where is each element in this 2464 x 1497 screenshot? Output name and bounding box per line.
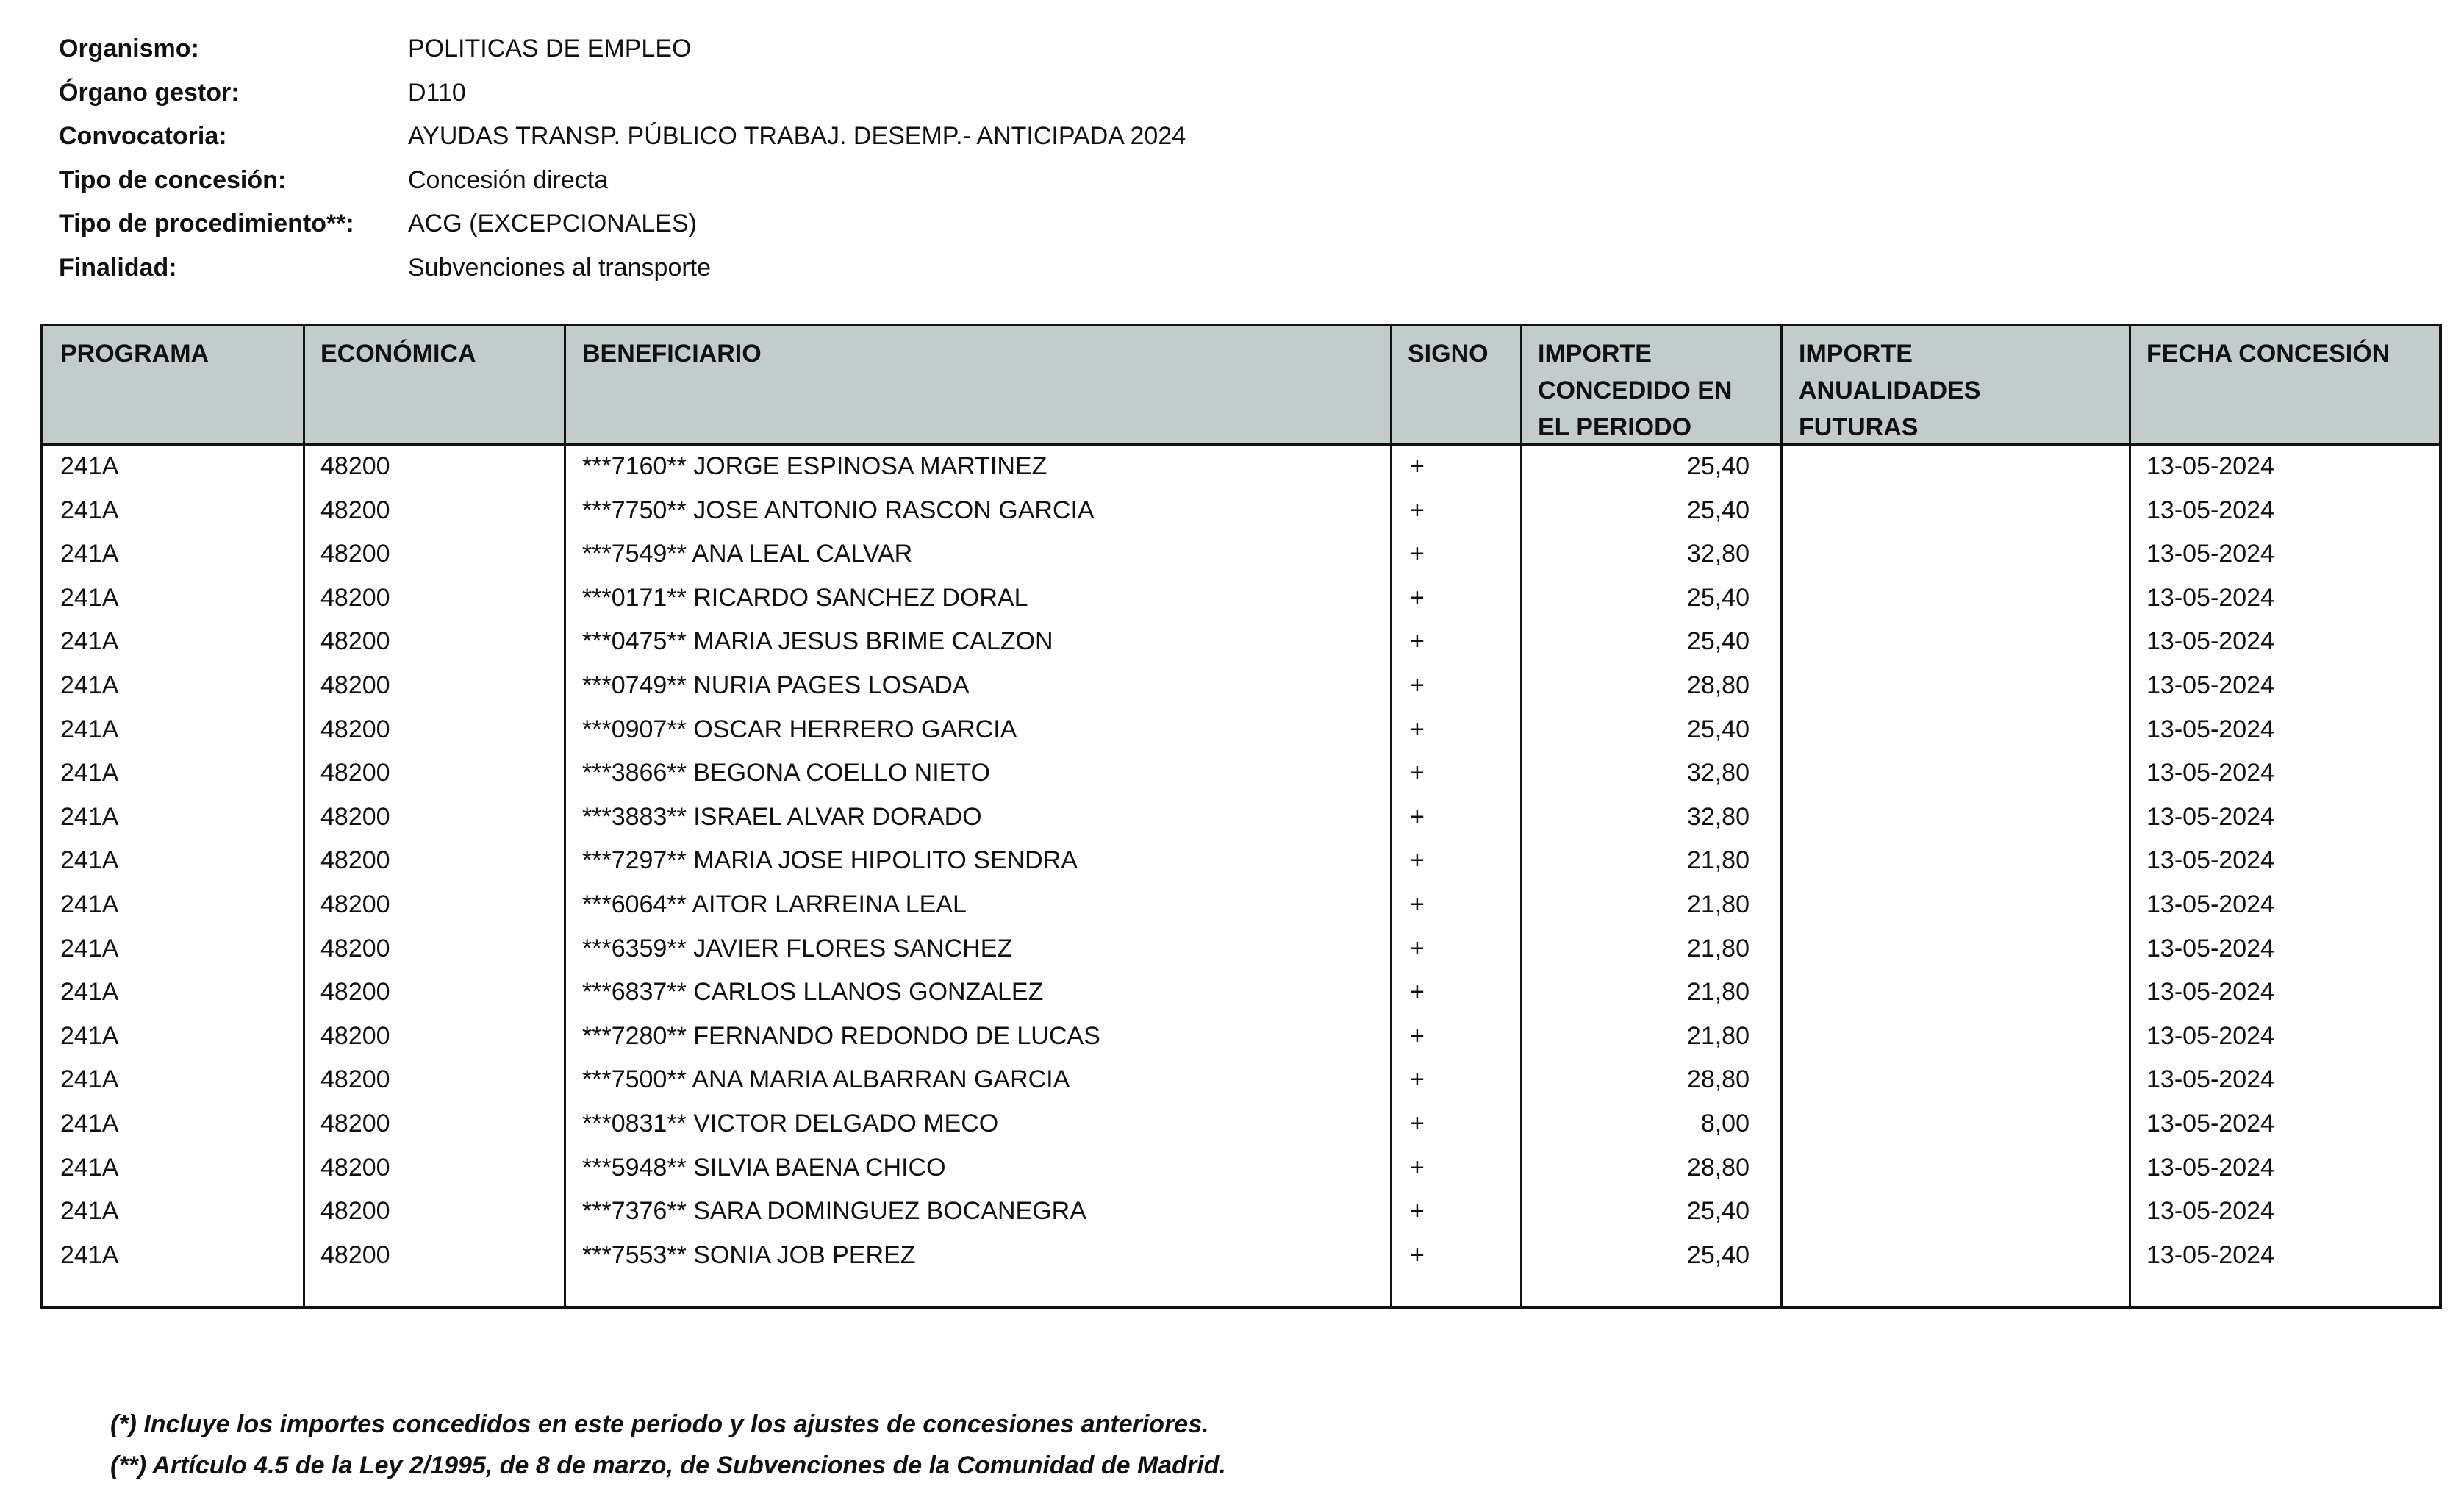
cell-economica: 48200 [320,1109,390,1137]
footnote-ley: (**) Artículo 4.5 de la Ley 2/1995, de 8 de marzo, de Subvenciones de la Comunidad de Madrid. [110,1451,1226,1479]
cell-signo: + [1410,1021,1425,1050]
cell-economica: 48200 [320,1153,390,1182]
cell-economica: 48200 [320,540,390,568]
column-header-fecha-concesion: FECHA CONCESIÓN [2146,340,2390,368]
cell-fecha-concesion: 13-05-2024 [2146,846,2274,875]
cell-fecha-concesion: 13-05-2024 [2146,583,2274,612]
column-header-economica: ECONÓMICA [320,340,476,368]
cell-programa: 241A [60,934,119,962]
cell-importe-concedido: 28,80 [1686,1065,1749,1094]
cell-economica: 48200 [320,978,390,1007]
cell-signo: + [1410,1197,1425,1226]
cell-signo: + [1410,627,1425,656]
meta-value: ACG (EXCEPCIONALES) [408,210,697,238]
cell-signo: + [1410,540,1425,568]
meta-value: POLITICAS DE EMPLEO [408,35,692,62]
cell-importe-concedido: 25,40 [1686,452,1749,480]
table-row [43,579,2439,623]
cell-signo: + [1410,890,1425,918]
cell-fecha-concesion: 13-05-2024 [2146,978,2274,1007]
cell-importe-concedido: 25,40 [1686,1197,1749,1226]
column-header-importe-concedido: IMPORTE CONCEDIDO EN EL PERIODO [1538,340,1733,441]
cell-signo: + [1410,583,1425,612]
column-header-beneficiario: BENEFICIARIO [582,340,762,368]
table-row [43,1236,2439,1280]
cell-fecha-concesion: 13-05-2024 [2146,1240,2274,1269]
cell-importe-concedido: 25,40 [1686,496,1749,524]
cell-importe-concedido: 21,80 [1686,846,1749,875]
cell-fecha-concesion: 13-05-2024 [2146,540,2274,568]
cell-fecha-concesion: 13-05-2024 [2146,715,2274,743]
cell-programa: 241A [60,1109,119,1137]
table-row [43,622,2439,666]
cell-signo: + [1410,1240,1425,1269]
cell-beneficiario: ***0907** OSCAR HERRERO GARCIA [582,715,1017,743]
cell-economica: 48200 [320,934,390,962]
cell-economica: 48200 [320,802,390,831]
cell-fecha-concesion: 13-05-2024 [2146,890,2274,918]
cell-fecha-concesion: 13-05-2024 [2146,1109,2274,1137]
cell-programa: 241A [60,1153,119,1182]
cell-importe-concedido: 21,80 [1686,890,1749,918]
cell-signo: + [1410,715,1425,743]
cell-economica: 48200 [320,1197,390,1226]
table-row [43,491,2439,535]
column-header-signo: SIGNO [1408,340,1489,368]
cell-economica: 48200 [320,583,390,612]
table-row [43,447,2439,491]
cell-programa: 241A [60,1197,119,1226]
cell-beneficiario: ***0171** RICARDO SANCHEZ DORAL [582,583,1028,612]
table-row [43,885,2439,929]
cell-importe-concedido: 28,80 [1686,671,1749,699]
footnote-importes: (*) Incluye los importes concedidos en este periodo y los ajustes de concesiones anteriores. [110,1410,1209,1438]
meta-value: Subvenciones al transporte [408,253,712,282]
cell-importe-concedido: 21,80 [1686,978,1749,1007]
cell-programa: 241A [60,496,119,524]
cell-importe-concedido: 25,40 [1686,715,1749,743]
cell-economica: 48200 [320,1240,390,1269]
cell-importe-concedido: 8,00 [1700,1109,1749,1137]
cell-beneficiario: ***7297** MARIA JOSE HIPOLITO SENDRA [582,846,1078,875]
table-row [43,1017,2439,1061]
table-row [43,973,2439,1017]
cell-importe-concedido: 32,80 [1686,802,1749,831]
cell-programa: 241A [60,671,119,699]
cell-programa: 241A [60,846,119,875]
meta-label: Tipo de procedimiento**: [59,210,354,238]
table-row [43,1148,2439,1193]
column-header-importe-anualidades: IMPORTE ANUALIDADES FUTURAS [1799,340,1981,441]
cell-fecha-concesion: 13-05-2024 [2146,671,2274,699]
cell-signo: + [1410,671,1425,699]
cell-economica: 48200 [320,759,390,787]
cell-signo: + [1410,452,1425,480]
cell-importe-concedido: 32,80 [1686,759,1749,787]
cell-signo: + [1410,802,1425,831]
cell-economica: 48200 [320,627,390,656]
cell-fecha-concesion: 13-05-2024 [2146,627,2274,656]
table-row [43,710,2439,754]
cell-programa: 241A [60,452,119,480]
table-row [43,666,2439,710]
cell-beneficiario: ***5948** SILVIA BAENA CHICO [582,1153,946,1182]
cell-importe-concedido: 21,80 [1686,934,1749,962]
cell-economica: 48200 [320,1021,390,1050]
cell-programa: 241A [60,890,119,918]
cell-beneficiario: ***7500** ANA MARIA ALBARRAN GARCIA [582,1065,1070,1094]
cell-importe-concedido: 28,80 [1686,1153,1749,1182]
cell-signo: + [1410,759,1425,787]
cell-beneficiario: ***0475** MARIA JESUS BRIME CALZON [582,627,1053,656]
meta-label: Tipo de concesión: [59,165,287,194]
table-row [43,535,2439,579]
table-row [43,1060,2439,1104]
cell-programa: 241A [60,1021,119,1050]
cell-beneficiario: ***6837** CARLOS LLANOS GONZALEZ [582,978,1044,1007]
cell-programa: 241A [60,802,119,831]
cell-beneficiario: ***0749** NURIA PAGES LOSADA [582,671,970,699]
cell-programa: 241A [60,759,119,787]
table-row [43,798,2439,842]
cell-signo: + [1410,496,1425,524]
meta-label: Finalidad: [59,253,177,282]
meta-label: Convocatoria: [59,122,227,151]
cell-fecha-concesion: 13-05-2024 [2146,496,2274,524]
table-row [43,754,2439,798]
grants-table [40,324,2442,1309]
table-row [43,929,2439,973]
meta-value: D110 [408,78,466,107]
table-header [43,326,2439,446]
column-header-programa: PROGRAMA [60,340,209,368]
cell-beneficiario: ***7376** SARA DOMINGUEZ BOCANEGRA [582,1197,1086,1226]
cell-programa: 241A [60,1240,119,1269]
cell-economica: 48200 [320,452,390,480]
meta-value: AYUDAS TRANSP. PÚBLICO TRABAJ. DESEMP.- ANTICIPADA 2024 [408,122,1186,151]
cell-importe-concedido: 25,40 [1686,1240,1749,1269]
cell-beneficiario: ***7160** JORGE ESPINOSA MARTINEZ [582,452,1047,480]
cell-economica: 48200 [320,1065,390,1094]
meta-value: Concesión directa [408,165,609,194]
cell-fecha-concesion: 13-05-2024 [2146,452,2274,480]
cell-beneficiario: ***3883** ISRAEL ALVAR DORADO [582,802,982,831]
cell-economica: 48200 [320,496,390,524]
cell-beneficiario: ***3866** BEGONA COELLO NIETO [582,759,990,787]
cell-beneficiario: ***7750** JOSE ANTONIO RASCON GARCIA [582,496,1095,524]
cell-fecha-concesion: 13-05-2024 [2146,1153,2274,1182]
cell-signo: + [1410,1109,1425,1137]
cell-programa: 241A [60,715,119,743]
cell-programa: 241A [60,1065,119,1094]
cell-importe-concedido: 21,80 [1686,1021,1749,1050]
footnotes [110,1406,1226,1488]
meta-label: Organismo: [59,35,199,62]
cell-beneficiario: ***6064** AITOR LARREINA LEAL [582,890,967,918]
cell-fecha-concesion: 13-05-2024 [2146,1065,2274,1094]
cell-beneficiario: ***0831** VICTOR DELGADO MECO [582,1109,999,1137]
cell-beneficiario: ***6359** JAVIER FLORES SANCHEZ [582,934,1013,962]
cell-programa: 241A [60,978,119,1007]
cell-beneficiario: ***7553** SONIA JOB PEREZ [582,1240,916,1269]
cell-signo: + [1410,1153,1425,1182]
cell-signo: + [1410,1065,1425,1094]
table-row [43,841,2439,885]
cell-economica: 48200 [320,846,390,875]
cell-fecha-concesion: 13-05-2024 [2146,802,2274,831]
cell-programa: 241A [60,627,119,656]
table-row [43,1192,2439,1236]
cell-programa: 241A [60,540,119,568]
cell-economica: 48200 [320,715,390,743]
cell-signo: + [1410,978,1425,1007]
cell-importe-concedido: 25,40 [1686,583,1749,612]
cell-economica: 48200 [320,890,390,918]
cell-economica: 48200 [320,671,390,699]
cell-importe-concedido: 32,80 [1686,540,1749,568]
cell-beneficiario: ***7280** FERNANDO REDONDO DE LUCAS [582,1021,1100,1050]
cell-fecha-concesion: 13-05-2024 [2146,1197,2274,1226]
cell-importe-concedido: 25,40 [1686,627,1749,656]
table-body [43,447,2439,1279]
meta-label: Órgano gestor: [59,78,240,107]
cell-fecha-concesion: 13-05-2024 [2146,1021,2274,1050]
cell-fecha-concesion: 13-05-2024 [2146,934,2274,962]
cell-programa: 241A [60,583,119,612]
table-row [43,1104,2439,1148]
cell-fecha-concesion: 13-05-2024 [2146,759,2274,787]
cell-beneficiario: ***7549** ANA LEAL CALVAR [582,540,913,568]
cell-signo: + [1410,934,1425,962]
cell-signo: + [1410,846,1425,875]
